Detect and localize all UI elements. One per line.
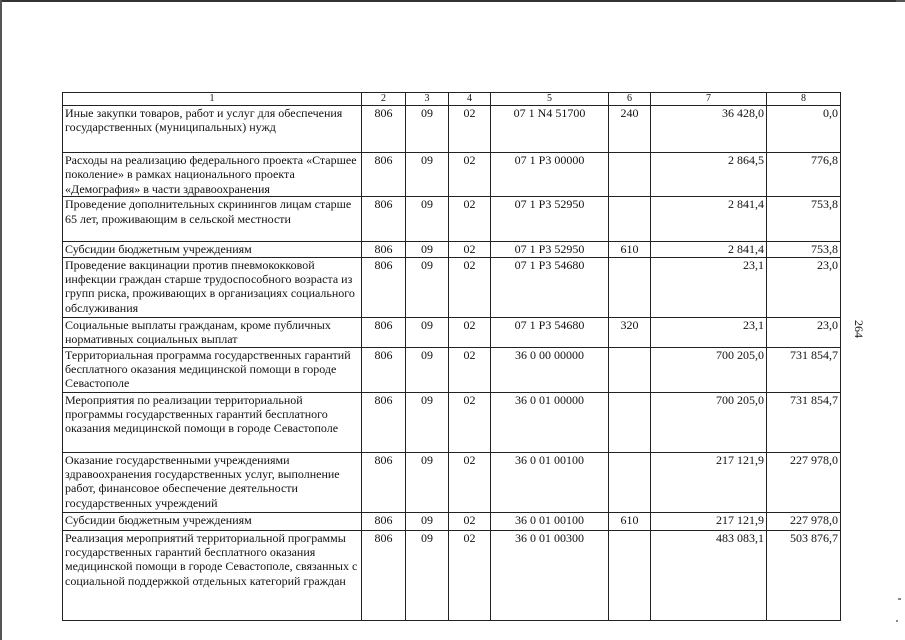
section-cell: 09 (406, 530, 449, 620)
amount-year2-cell: 0,0 (767, 106, 841, 153)
expense-type-cell: 610 (609, 242, 651, 257)
expense-type-cell (609, 257, 651, 317)
column-header: 4 (449, 93, 491, 106)
table-row (63, 197, 841, 242)
row-name-cell: Иные закупки товаров, работ и услуг для обеспечения государственных (муниципальных) нужд (63, 106, 362, 153)
column-header: 8 (767, 93, 841, 106)
amount-year1-cell: 2 841,4 (651, 197, 767, 242)
scan-border-top (0, 0, 905, 8)
row-name-cell: Социальные выплаты гражданам, кроме публичных нормативных социальных выплат (63, 317, 362, 347)
amount-year2-cell: 753,8 (767, 197, 841, 242)
target-article-cell: 07 1 P3 54680 (491, 257, 609, 317)
admin-code-cell: 806 (362, 392, 406, 452)
subsection-cell: 02 (449, 197, 491, 242)
target-article-cell: 36 0 01 00000 (491, 392, 609, 452)
subsection-cell: 02 (449, 392, 491, 452)
row-name-cell: Реализация мероприятий территориальной программы государственных гарантий бесплатного оказания медицинской помощи в городе Севастополе, связанных с социальной поддержкой отдельных категорий граждан (63, 530, 362, 620)
amount-year1-cell: 700 205,0 (651, 347, 767, 392)
column-header: 2 (362, 93, 406, 106)
section-cell: 09 (406, 392, 449, 452)
section-cell: 09 (406, 257, 449, 317)
amount-year1-cell: 2 864,5 (651, 153, 767, 197)
section-cell: 09 (406, 512, 449, 530)
subsection-cell: 02 (449, 153, 491, 197)
admin-code-cell: 806 (362, 530, 406, 620)
amount-year2-cell: 227 978,0 (767, 452, 841, 512)
amount-year2-cell: 776,8 (767, 153, 841, 197)
target-article-cell: 07 1 P3 52950 (491, 197, 609, 242)
table-row (63, 153, 841, 197)
admin-code-cell: 806 (362, 242, 406, 257)
target-article-cell: 07 1 P3 54680 (491, 317, 609, 347)
amount-year1-cell: 36 428,0 (651, 106, 767, 153)
page-number: 264 (852, 320, 866, 338)
table-row (63, 242, 841, 257)
expense-type-cell (609, 153, 651, 197)
target-article-cell: 36 0 01 00100 (491, 452, 609, 512)
column-header: 1 (63, 93, 362, 106)
column-header: 7 (651, 93, 767, 106)
expense-type-cell (609, 197, 651, 242)
amount-year1-cell: 217 121,9 (651, 512, 767, 530)
target-article-cell: 07 1 P3 00000 (491, 153, 609, 197)
admin-code-cell: 806 (362, 317, 406, 347)
admin-code-cell: 806 (362, 452, 406, 512)
column-header: 5 (491, 93, 609, 106)
section-cell: 09 (406, 153, 449, 197)
expense-type-cell (609, 452, 651, 512)
subsection-cell: 02 (449, 530, 491, 620)
row-name-cell: Мероприятия по реализации территориальной программы государственных гарантий бесплатного оказания медицинской помощи в городе Севастополе (63, 392, 362, 452)
table-row (63, 530, 841, 620)
row-name-cell: Субсидии бюджетным учреждениям (63, 242, 362, 257)
amount-year2-cell: 227 978,0 (767, 512, 841, 530)
section-cell: 09 (406, 242, 449, 257)
subsection-cell: 02 (449, 106, 491, 153)
table-header-row (63, 93, 841, 106)
section-cell: 09 (406, 106, 449, 153)
table-row (63, 452, 841, 512)
scan-mark (896, 0, 905, 2)
target-article-cell: 36 0 01 00100 (491, 512, 609, 530)
section-cell: 09 (406, 347, 449, 392)
expense-type-cell: 610 (609, 512, 651, 530)
amount-year2-cell: 23,0 (767, 257, 841, 317)
expense-type-cell: 320 (609, 317, 651, 347)
target-article-cell: 36 0 01 00300 (491, 530, 609, 620)
table-row (63, 257, 841, 317)
target-article-cell: 07 1 N4 51700 (491, 106, 609, 153)
row-name-cell: Оказание государственными учреждениями здравоохранения государственных услуг, выполнение работ, финансовое обеспечение деятельности государственных учреждений (63, 452, 362, 512)
amount-year1-cell: 2 841,4 (651, 242, 767, 257)
amount-year2-cell: 23,0 (767, 317, 841, 347)
amount-year1-cell: 23,1 (651, 317, 767, 347)
target-article-cell: 36 0 00 00000 (491, 347, 609, 392)
subsection-cell: 02 (449, 452, 491, 512)
subsection-cell: 02 (449, 257, 491, 317)
target-article-cell: 07 1 P3 52950 (491, 242, 609, 257)
amount-year2-cell: 503 876,7 (767, 530, 841, 620)
admin-code-cell: 806 (362, 106, 406, 153)
admin-code-cell: 806 (362, 512, 406, 530)
row-name-cell: Проведение дополнительных скринингов лицам старше 65 лет, проживающим в сельской местности (63, 197, 362, 242)
subsection-cell: 02 (449, 512, 491, 530)
section-cell: 09 (406, 317, 449, 347)
amount-year1-cell: 483 083,1 (651, 530, 767, 620)
admin-code-cell: 806 (362, 153, 406, 197)
section-cell: 09 (406, 452, 449, 512)
expense-type-cell (609, 392, 651, 452)
scan-speck (898, 598, 901, 600)
amount-year2-cell: 731 854,7 (767, 392, 841, 452)
section-cell: 09 (406, 197, 449, 242)
amount-year2-cell: 753,8 (767, 242, 841, 257)
row-name-cell: Территориальная программа государственных гарантий бесплатного оказания медицинской помощи в городе Севастополе (63, 347, 362, 392)
subsection-cell: 02 (449, 347, 491, 392)
table-row (63, 106, 841, 153)
amount-year1-cell: 23,1 (651, 257, 767, 317)
subsection-cell: 02 (449, 317, 491, 347)
amount-year2-cell: 731 854,7 (767, 347, 841, 392)
admin-code-cell: 806 (362, 347, 406, 392)
table-row (63, 347, 841, 392)
row-name-cell: Субсидии бюджетным учреждениям (63, 512, 362, 530)
admin-code-cell: 806 (362, 197, 406, 242)
expense-type-cell (609, 530, 651, 620)
column-header: 6 (609, 93, 651, 106)
column-header: 3 (406, 93, 449, 106)
scan-border-left (0, 0, 2, 640)
admin-code-cell: 806 (362, 257, 406, 317)
subsection-cell: 02 (449, 242, 491, 257)
table-row (63, 317, 841, 347)
table-row (63, 392, 841, 452)
expense-type-cell: 240 (609, 106, 651, 153)
scan-speck (896, 620, 898, 622)
row-name-cell: Расходы на реализацию федерального проекта «Старшее поколение» в рамках национального проекта «Демография» в части здравоохранения (63, 153, 362, 197)
table-row (63, 512, 841, 530)
amount-year1-cell: 217 121,9 (651, 452, 767, 512)
amount-year1-cell: 700 205,0 (651, 392, 767, 452)
expense-type-cell (609, 347, 651, 392)
budget-table (62, 92, 841, 621)
row-name-cell: Проведение вакцинации против пневмококковой инфекции граждан старше трудоспособного возраста из групп риска, проживающих в организациях социального обслуживания (63, 257, 362, 317)
